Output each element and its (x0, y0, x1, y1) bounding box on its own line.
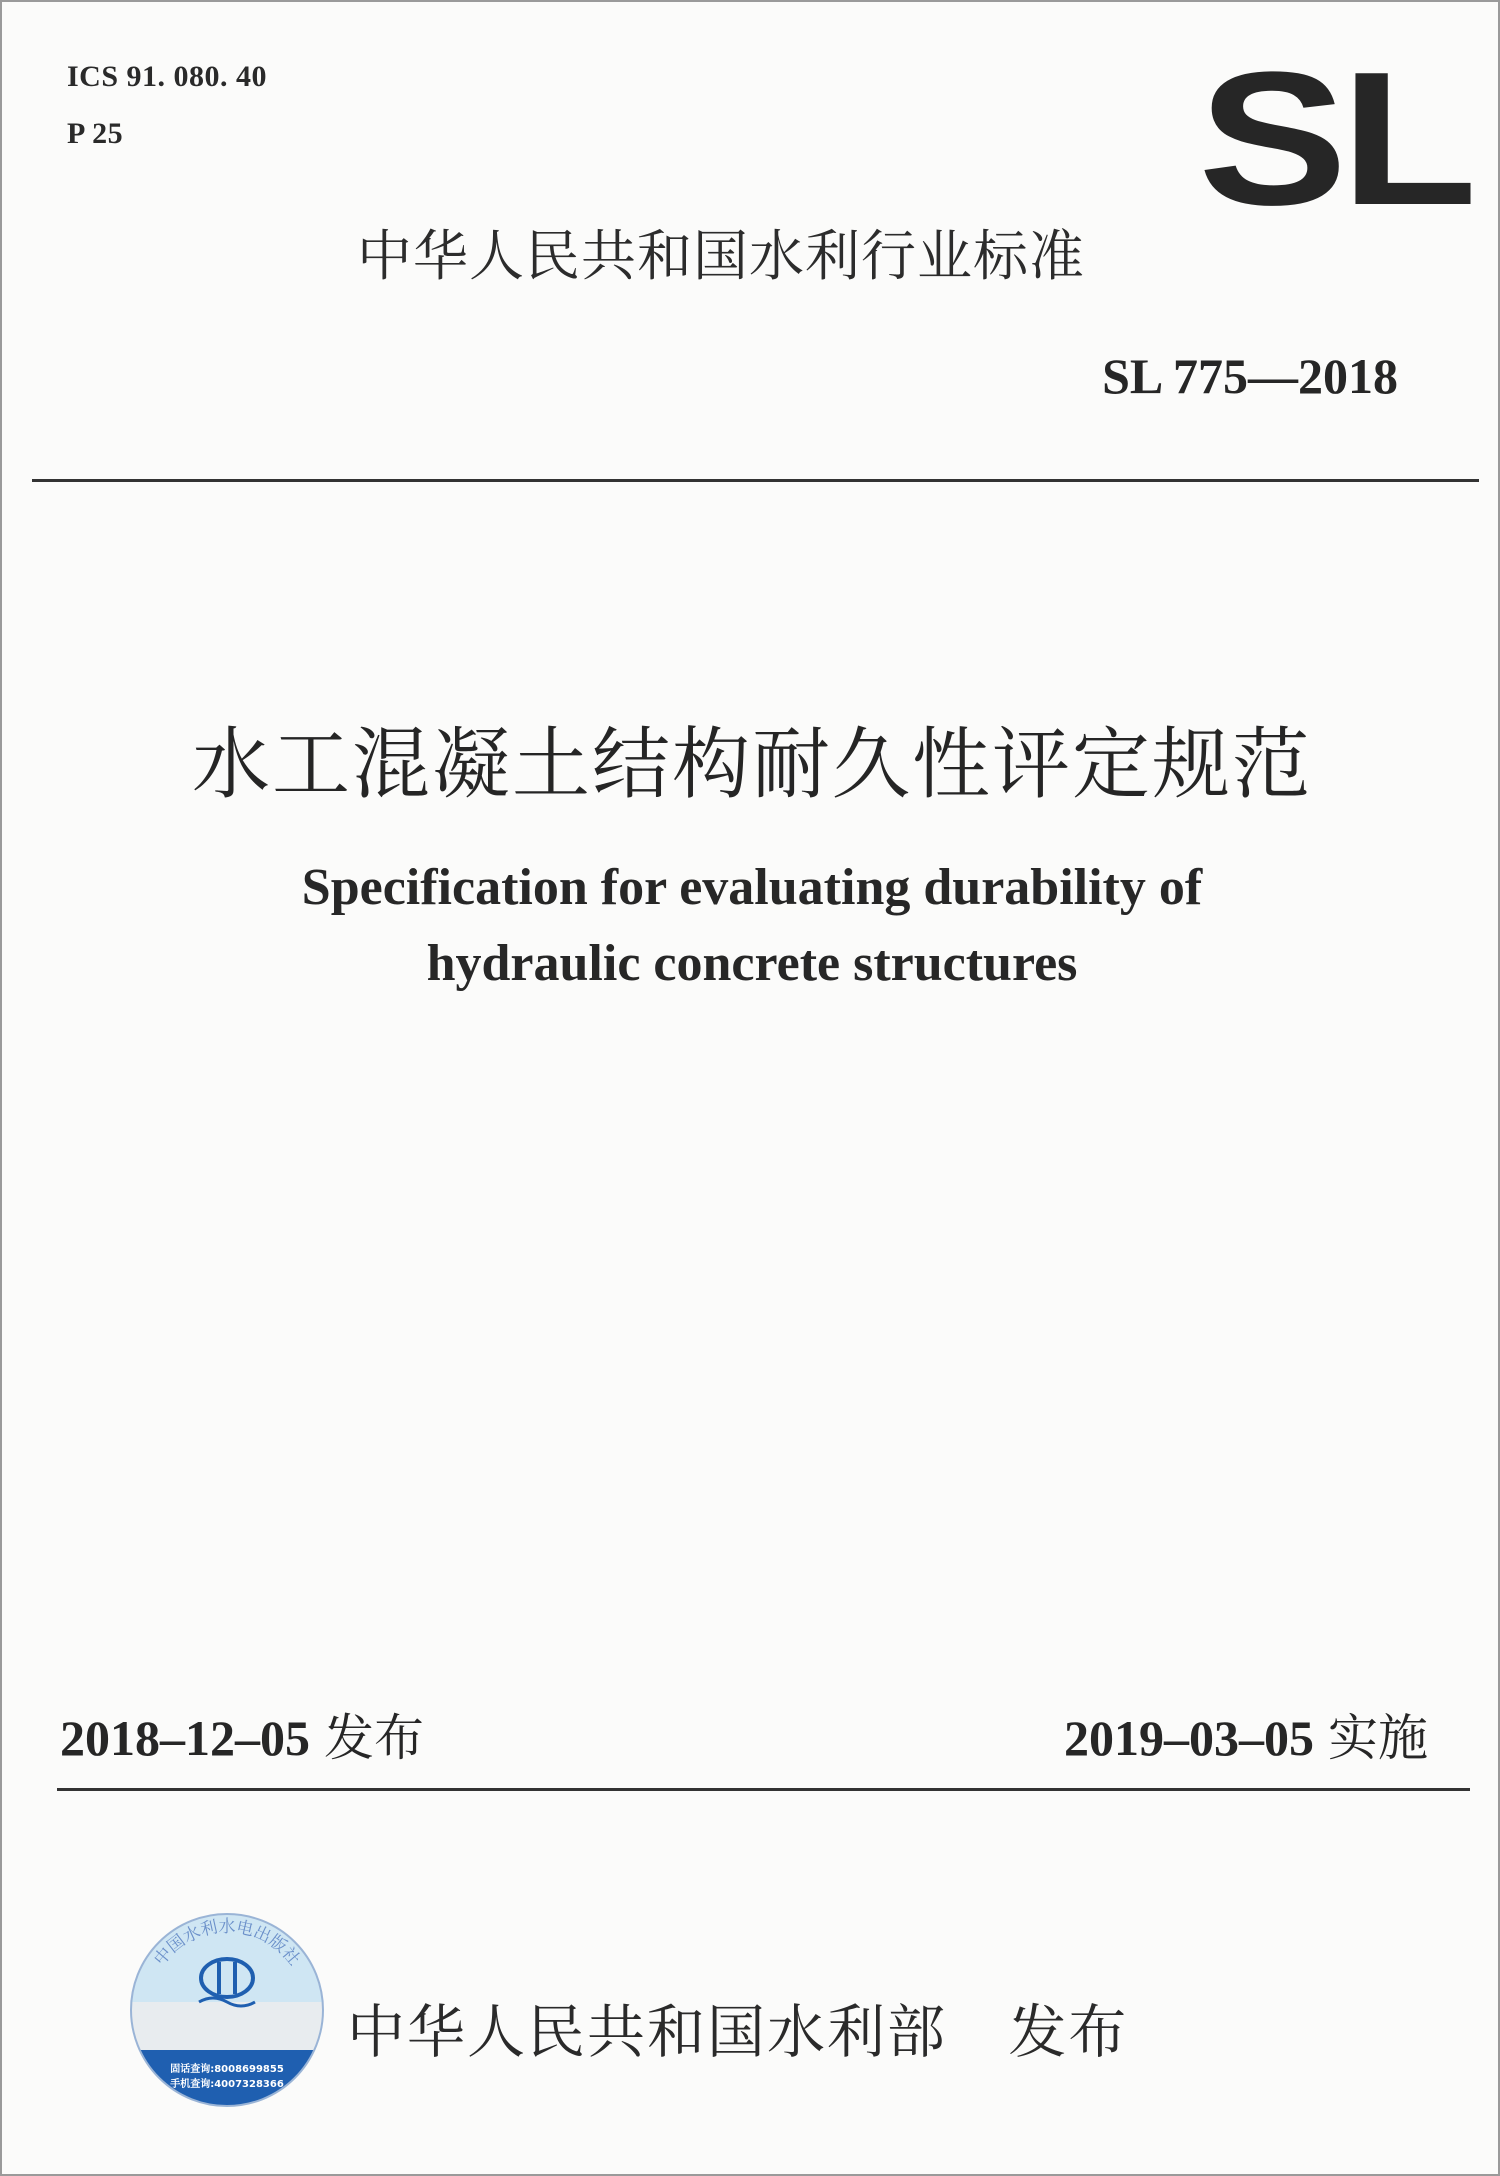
implementation-date (1064, 1698, 1428, 1770)
implementation-date-value: 2019–03–05 (1064, 1710, 1314, 1766)
title-english-line2: hydraulic concrete structures (426, 935, 1078, 992)
implementation-date-label: 实施 (1328, 1709, 1428, 1767)
seal-band (127, 2002, 327, 2050)
top-divider (32, 479, 1479, 482)
publisher-line (347, 1985, 1128, 2069)
issue-date (60, 1698, 424, 1770)
seal-phone-line1: 固话查询:8008699855 (170, 2064, 284, 2075)
sl-logo: SL (1198, 33, 1471, 245)
publisher-name: 中华人民共和国水利部 (347, 1998, 948, 2066)
seal-ring-text: 中国水利水电出版社 (150, 1917, 304, 1970)
publisher-action: 发布 (1008, 1998, 1129, 2066)
title-english (2, 850, 1500, 1002)
p-code: P 25 (67, 117, 124, 150)
issue-date-label: 发布 (324, 1709, 424, 1767)
title-chinese: 水工混凝土结构耐久性评定规范 (191, 720, 1312, 810)
standard-number: SL 775—2018 (1102, 348, 1398, 404)
ics-code: ICS 91. 080. 40 (67, 60, 268, 93)
seal-phone-line2: 手机查询:4007328366 (170, 2079, 284, 2090)
anti-counterfeit-seal (127, 1910, 327, 2110)
title-english-line1: Specification for evaluating durability of (301, 859, 1203, 916)
industry-standard-heading: 中华人民共和国水利行业标准 (357, 224, 1086, 288)
bottom-divider (57, 1788, 1470, 1791)
issue-date-value: 2018–12–05 (60, 1710, 310, 1766)
